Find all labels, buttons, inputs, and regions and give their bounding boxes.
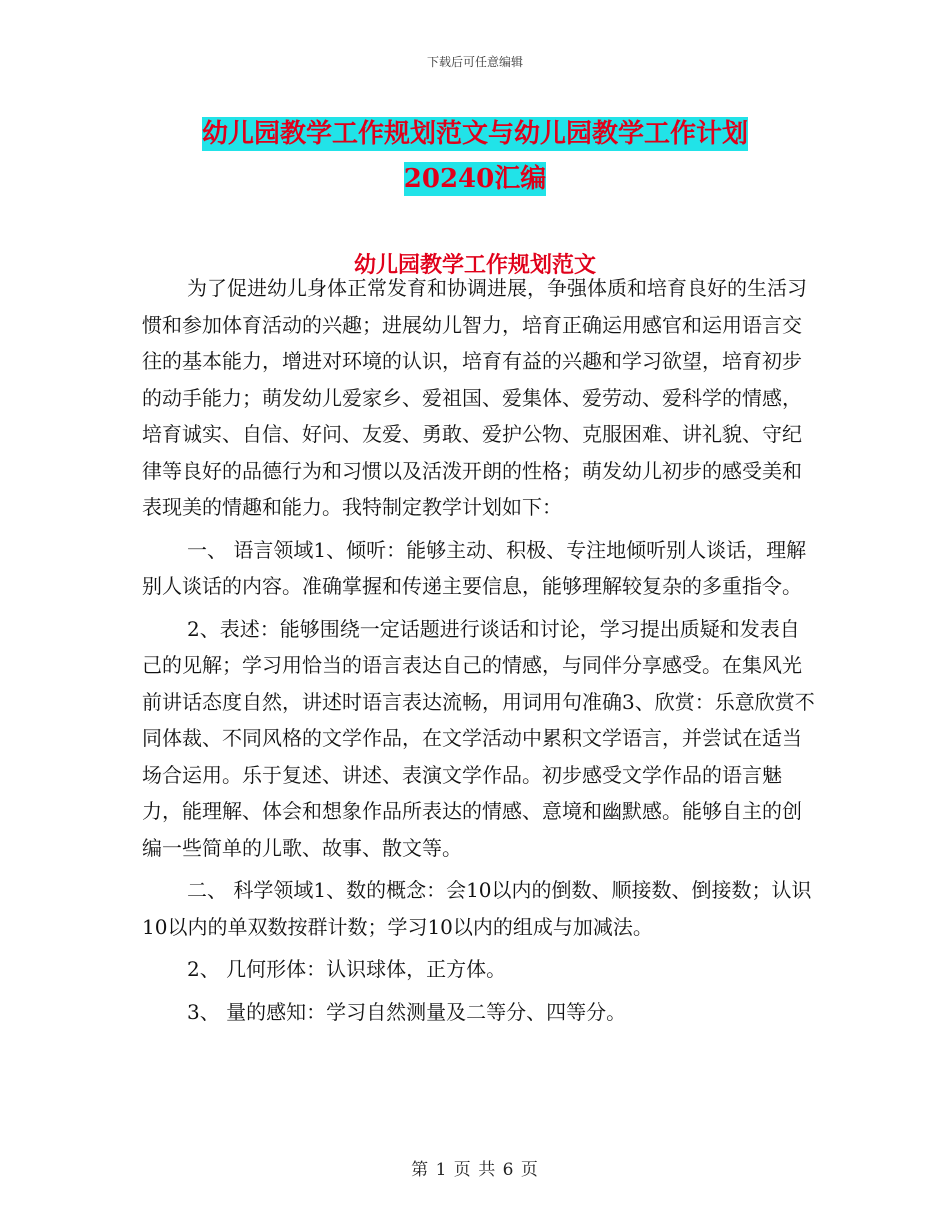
page-header-note: 下载后可任意编辑	[426, 55, 523, 69]
document-title-line-1	[0, 113, 950, 150]
title-highlight-1: 幼儿园教学工作规划范文与幼儿园教学工作计划	[201, 119, 748, 149]
paragraph-language-expression: 2、表述：能够围绕一定话题进行谈话和讨论，学习提出质疑和发表自己的见解；学习用恰当的语言表达自己的情感，与同伴分享感受。在集风光前讲话态度自然，讲述时语言表达流畅，用词用句准确3、欣赏：乐意欣赏不同体裁、不同风格的文学作品，在文学活动中累积文学语言，并尝试在适当场合运用。乐于复述、讲述、表演文学作品。初步感受文学作品的语言魅力，能理解、体会和想象作品所表达的情感、意境和幽默感。能够自主的创编一些简单的儿歌、故事、散文等。	[142, 616, 815, 860]
page-footer: 第 1 页 共 6 页	[411, 1160, 539, 1180]
title-highlight-2: 20240汇编	[403, 164, 547, 194]
paragraph-language-listening: 一、 语言领域1、倾听：能够主动、积极、专注地倾听别人谈话，理解别人谈话的内容。准确掌握和传递主要信息，能够理解较复杂的多重指令。	[142, 537, 807, 598]
document-body	[142, 270, 818, 1030]
section-title: 幼儿园教学工作规划范文	[353, 252, 596, 278]
paragraph-geometry: 2、 几何形体：认识球体，正方体。	[187, 957, 507, 981]
document-title-line-2	[0, 158, 950, 195]
paragraph-measurement: 3、 量的感知：学习自然测量及二等分、四等分。	[187, 999, 627, 1024]
paragraph-science-numbers: 二、 科学领域1、数的概念：会10以内的倒数、顺接数、倒接数；认识10以内的单双数按群计数；学习10以内的组成与加减法。	[142, 878, 812, 939]
paragraph-intro: 为了促进幼儿身体正常发育和协调进展，争强体质和培育良好的生活习惯和参加体育活动的兴趣；进展幼儿智力，培育正确运用感官和运用语言交往的基本能力，增进对环境的认识，培育有益的兴趣和学习欲望，培育初步的动手能力；萌发幼儿爱家乡、爱祖国、爱集体、爱劳动、爱科学的情感，培育诚实、自信、好问、友爱、勇敢、爱护公物、克服困难、讲礼貌、守纪律等良好的品德行为和习惯以及活泼开朗的性格；萌发幼儿初步的感受美和表现美的情趣和能力。我特制定教学计划如下：	[142, 276, 807, 519]
